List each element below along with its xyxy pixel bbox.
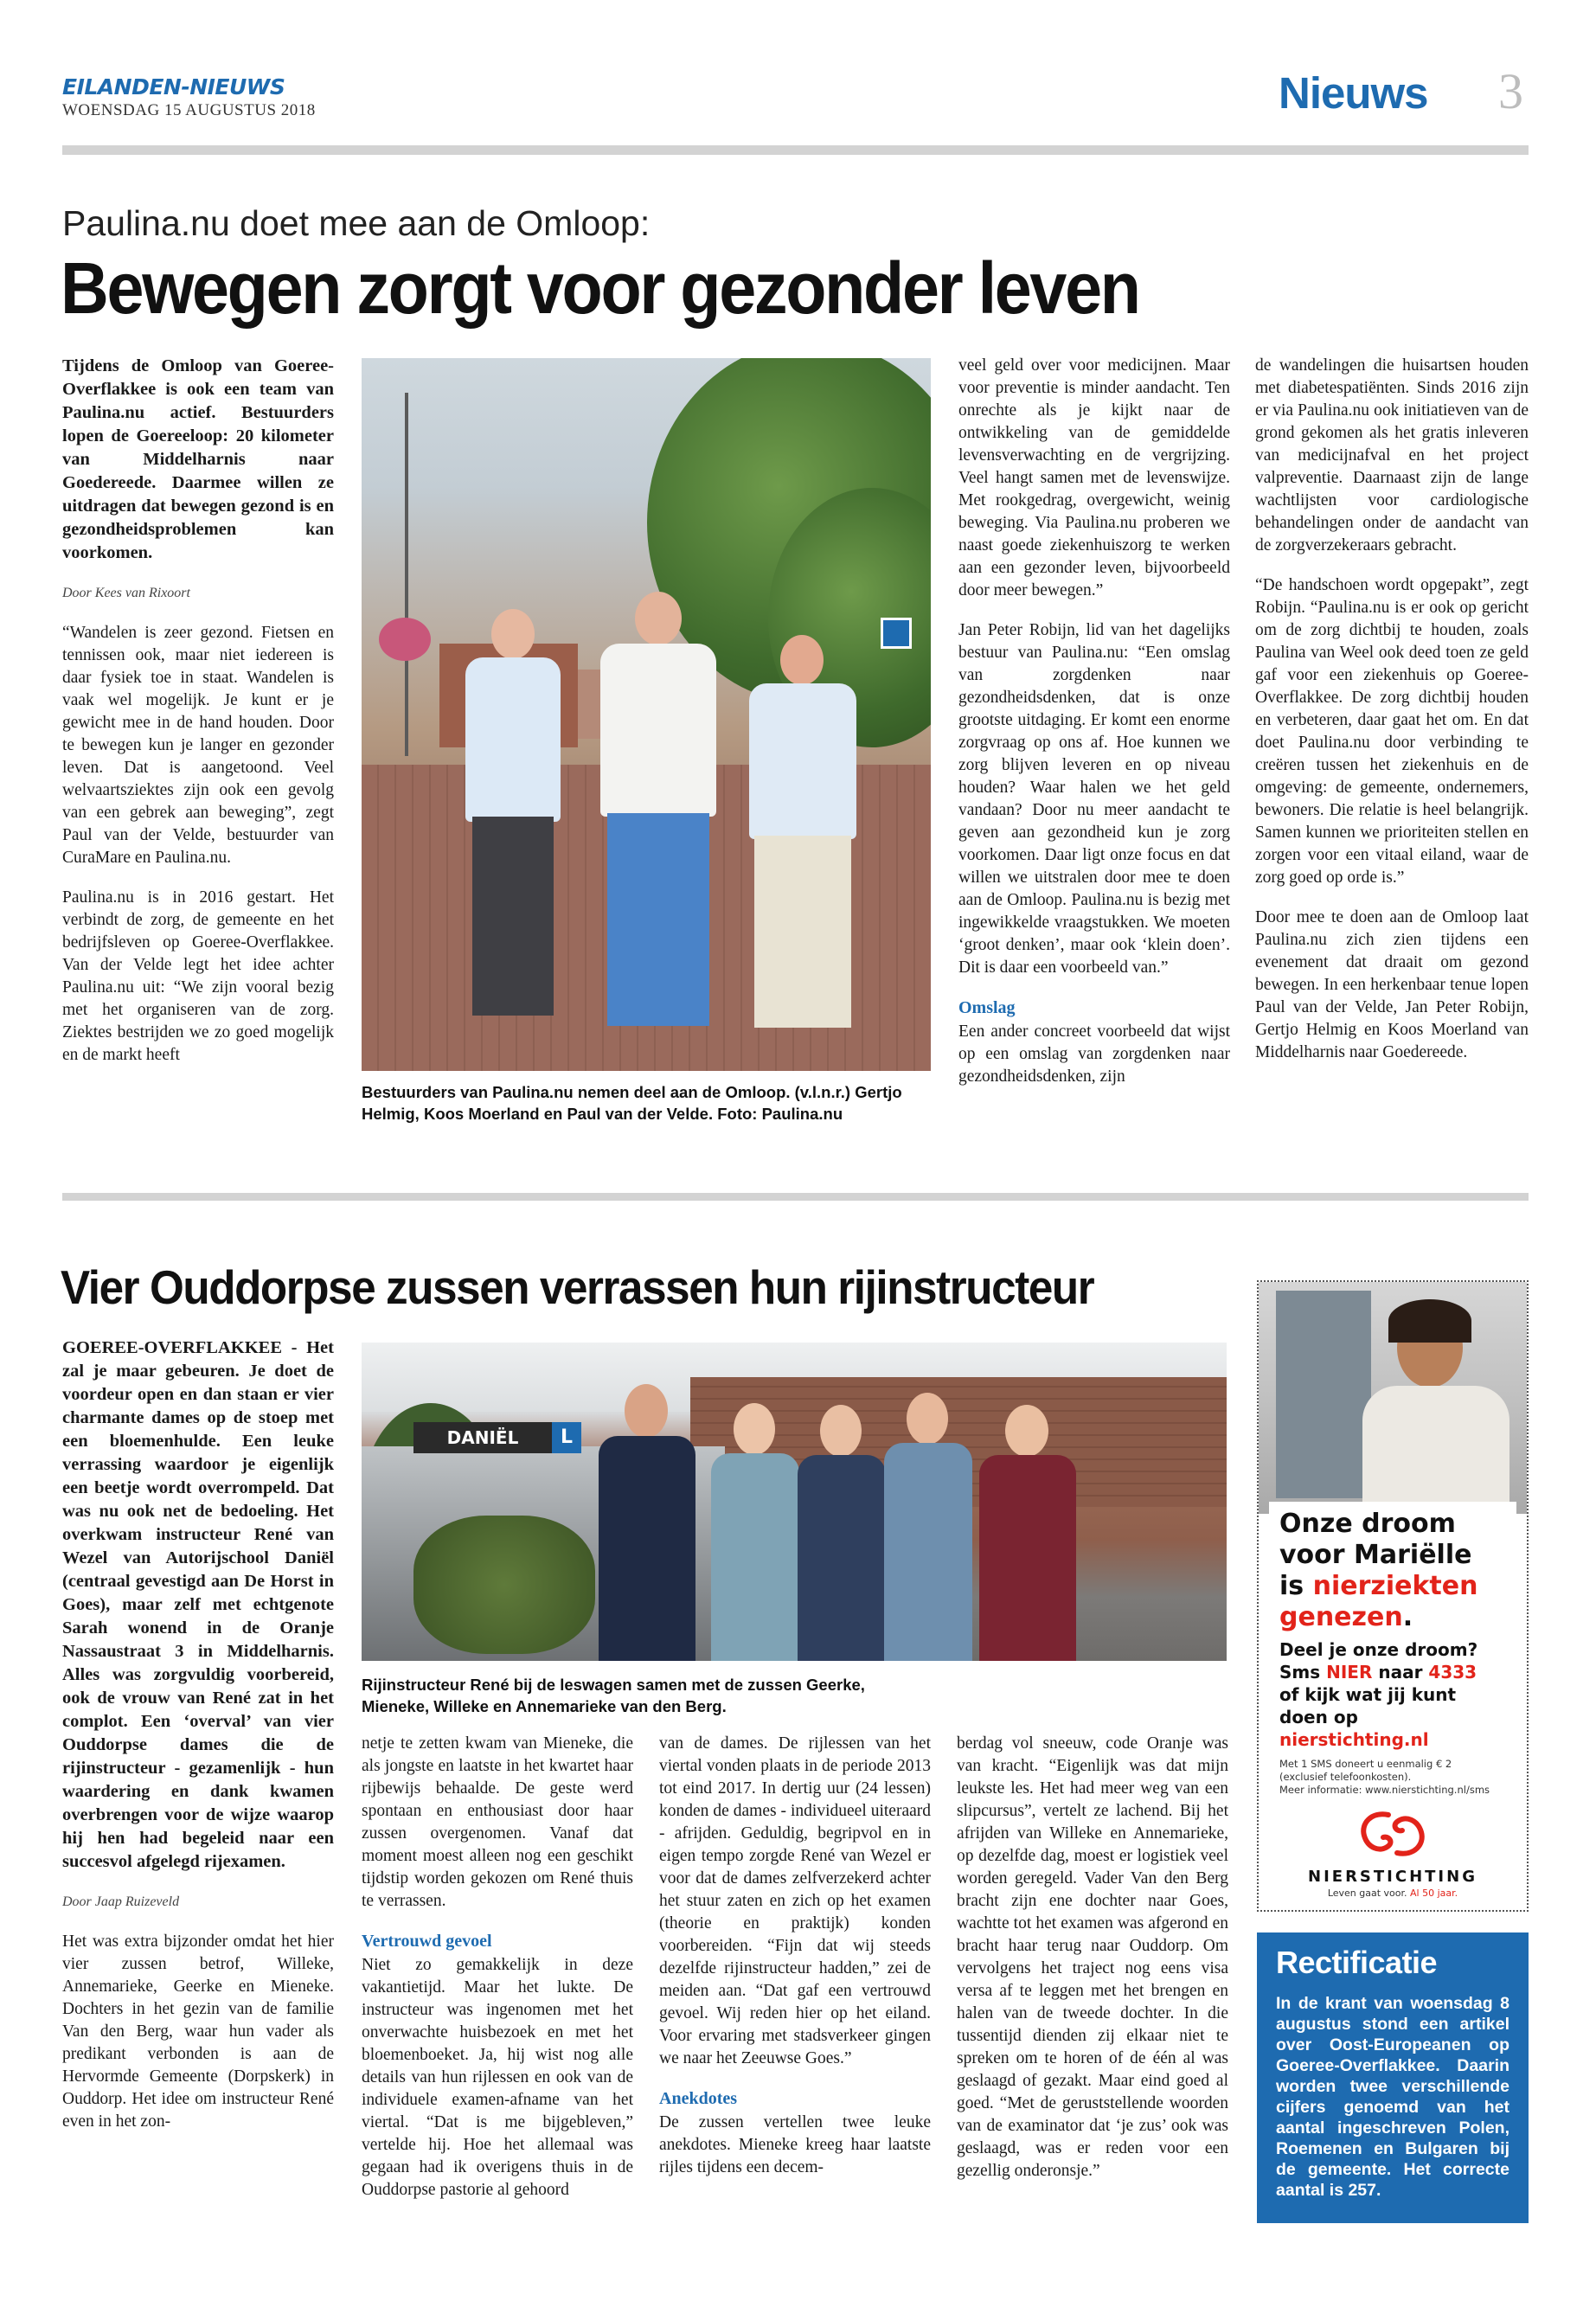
ad-text: of kijk wat jij kunt (1279, 1684, 1457, 1705)
ad-text: doen op (1279, 1707, 1358, 1727)
article2-paragraph: De zussen vertellen twee leuke anekdotes. Mieneke kreeg haar laatste rijles tijdens een decem- (659, 2113, 931, 2176)
masthead-logo: EILANDEN-NIEUWS (62, 74, 285, 99)
learner-l-icon: L (552, 1422, 581, 1453)
ad-tagline-text: Leven gaat voor. (1327, 1888, 1411, 1899)
ad-small-line: Meer informatie: www.nierstichting.nl/sms (1279, 1784, 1490, 1796)
article2-paragraph: Het was extra bijzonder omdat het hier vier zussen betrof, Willeke, Annemarieke, Geerke en Mieneke. Dochters in het gezin van de familie Van den Berg, waar hun vader als predikant verbonden is aan de Hervormde Gemeente (Dorpskerk) in Ouddorp. Het idee om instructeur René even in het zon- (62, 1932, 334, 2131)
traffic-sign-icon (881, 618, 912, 649)
ad-title-line: voor Mariëlle (1279, 1540, 1472, 1570)
article1-paragraph: “De handschoen wordt opgepakt”, zegt Robijn. “Paulina.nu is er ook op gericht om de zorg dichtbij te houden, zoals Paulina van Weel ook deed toen ze geld gaf voor een ziekenhuis op Goeree-Overflakkee. De zorg dichtbij houden en verbeteren, daar gaat het om. En dat doet Paulina.nu door verbinding te creëren tussen het ziekenhuis en de omgeving: de gemeente, ondernemers, bewoners. Die relatie is heel belangrijk. Samen kunnen we prioriteiten stellen en zorgen voor een vitaal eiland, waar de zorg goed op orde is.” (1255, 576, 1529, 887)
article2-column-3 (659, 1733, 931, 2196)
article1-headline: Bewegen zorgt voor gezonder leven (61, 247, 1139, 329)
article1-photo-caption: Bestuurders van Paulina.nu nemen deel aan de Omloop. (v.l.n.r.) Gertjo Helmig, Koos Moerland en Paul van der Velde. Foto: Paulina.nu (362, 1083, 902, 1123)
article1-column-3 (958, 355, 1230, 1106)
article1-column-4 (1255, 355, 1529, 1081)
article2-column-2 (362, 1733, 633, 2219)
car-roof-sign: DANIËL (413, 1422, 552, 1453)
rectificatie-body: In de krant van woensdag 8 augustus stond een artikel over Oost-Europeanen op Goeree-Overflakkee. Daarin worden twee verschillende cijfers genoemd van het aantal ingeschreven Polen, Roemenen en Bulgaren bij de gemeente. Het correcte aantal is 257. (1276, 1994, 1509, 2200)
article1-paragraph: “Wandelen is zeer gezond. Fietsen en tennissen ook, maar niet iedereen is daar fysiek toe in staat. Wandelen is vaak wel mogelijk. Je kunt er je gewicht mee in de hand houden. Door te bewegen kun je langer en gezonder leven. Dat is aangetoond. Veel welvaartsziektes zijn ook een gevolg van een gebrek aan beweging”, zegt Paul van der Velde, bestuurder van CuraMare en Paulina.nu. (62, 624, 334, 867)
article2-photo-caption: Rijinstructeur René bij de leswagen samen met de zussen Geerke, Mieneke, Willeke en Annemarieke van den Berg. (362, 1676, 865, 1715)
article1-paragraph: Jan Peter Robijn, lid van het dagelijks bestuur van Paulina.nu: “Een omslag van zorgdenken naar gezondheidsdenken, dat is onze grootste uitdaging. Er komt een enorme zorgvraag op ons af. Hoe kunnen we zorg blijven leveren en op niveau houden? Waar halen we het geld vandaan? Door nu meer aandacht te geven aan gezondheid kun je zorg voorkomen. Daar ligt onze focus en dat willen we uitstralen door mee te doen aan de Omloop. Paulina.nu is bezig met ingewikkelde vraagstukken. We moeten ‘groot denken’, maar ook ‘klein doen’. Dit is daar een voorbeeld van.” (958, 621, 1230, 977)
ad-photo (1259, 1282, 1527, 1514)
article1-byline: Door Kees van Rixoort (62, 586, 190, 600)
article1-paragraph: Door mee te doen aan de Omloop laat Paulina.nu zich zien tijdens een evenement dat draait om gezond bewegen. In een herkenbaar tenue lopen Paul van der Velde, Jan Peter Robijn, Gertjo Helmig en Koos Moerland van Middelharnis naar Goedereede. (1255, 908, 1529, 1061)
article2-column-4 (957, 1733, 1228, 2200)
section-divider (62, 1193, 1529, 1201)
photo-person (708, 1403, 803, 1661)
ad-sms-keyword: NIER (1326, 1662, 1373, 1682)
photo-person (976, 1405, 1080, 1661)
article1-paragraph: Een ander concreet voorbeeld dat wijst op een omslag van zorgdenken naar gezondheidsdenken, zijn (958, 1022, 1230, 1086)
photo-person (742, 635, 863, 1033)
article2-subhead: Vertrouwd gevoel (362, 1932, 492, 1951)
ad-url-link[interactable]: nierstichting.nl (1279, 1729, 1429, 1750)
nierstichting-logo (1259, 1810, 1527, 1899)
article1-paragraph: de wandelingen die huisartsen houden met diabetespatiënten. Sinds 2016 zijn er via Paulina.nu ook initiatieven van de grond gekomen als het gratis inleveren van medicijnafval en het project valpreventie. Daarnaast zijn de lange wachtlijsten voor cardiologische behandelingen onder de aandacht van de zorgverzekeraars gebracht. (1255, 356, 1529, 554)
article1-photo (362, 358, 931, 1071)
photo-person (881, 1393, 976, 1661)
ad-body (1279, 1638, 1513, 1797)
article2-paragraph: Niet zo gemakkelijk in deze vakantietijd. Maar het lukte. De instructeur was ingenomen met het onverwachte huisbezoek en met het bloemenboeket. Ja, hij wist nog alle details van hun rijlessen en ook van de individuele examen-afname van het viertal. “Dat is me bijgebleven,” vertelde hij. Hoe het allemaal was gegaan had ik overigens thuis in de Ouddorpse pastorie al gehoord (362, 1956, 633, 2199)
ad-photo-machine (1276, 1291, 1371, 1498)
ad-title-text: is (1279, 1571, 1313, 1601)
photo-flowers (379, 618, 431, 661)
ad-text: Sms (1279, 1662, 1327, 1682)
article1-subhead: Omslag (958, 998, 1016, 1017)
article2-paragraph: netje te zetten kwam van Mieneke, die als jongste en laatste in het kwartet haar rijbewijs behaalde. De geste werd spontaan en enthousiast door haar zussen overgenomen. Vanaf dat moment moest alleen nog een geschikt tijdstip worden gekozen om René thuis te verrassen. (362, 1734, 633, 1910)
ad-photo-shirt (1362, 1386, 1509, 1514)
photo-bouquet (413, 1516, 595, 1654)
ad-photo-hair (1388, 1299, 1471, 1343)
article1-paragraph: Paulina.nu is in 2016 gestart. Het verbindt de zorg, de gemeente en het bedrijfsleven op Goeree-Overflakkee. Van der Velde legt het idee achter Paulina.nu uit: “We zijn vooral bezig met het organiseren van de zorg. Ziektes bestrijden we zo goed mogelijk en de markt heeft (62, 888, 334, 1064)
ad-sms-line (1279, 1661, 1513, 1683)
article1-lead: Tijdens de Omloop van Goeree-Overflakkee is ook een team van Paulina.nu actief. Bestuurders lopen de Goereeloop: 20 kilometer van Middelharnis naar Goedereede. Daarmee willen ze uitdragen dat bewegen gezond is en gezondheidsproblemen kan voorkomen. (62, 356, 334, 562)
ad-title-red: nierziekten (1312, 1571, 1478, 1601)
rectificatie-title: Rectificatie (1276, 1945, 1438, 1980)
ad-small-line: Met 1 SMS doneert u eenmalig € 2 (1279, 1758, 1452, 1770)
ad-title-text: . (1402, 1602, 1413, 1632)
ad-brand-name: NIERSTICHTING (1308, 1868, 1477, 1886)
nierstichting-advertisement[interactable] (1257, 1280, 1529, 1912)
photo-person (794, 1405, 889, 1661)
issue-date: WOENSDAG 15 AUGUSTUS 2018 (62, 101, 316, 119)
ad-url-line (1279, 1706, 1513, 1751)
section-title: Nieuws (1279, 68, 1428, 118)
photo-person (593, 592, 723, 1033)
ad-title (1279, 1509, 1506, 1633)
rectificatie-box (1257, 1932, 1529, 2223)
ad-sms-number: 4333 (1428, 1662, 1477, 1682)
article2-photo (362, 1343, 1227, 1661)
article2-headline: Vier Ouddorpse zussen verrassen hun rijinstructeur (61, 1260, 1094, 1314)
header-divider (62, 145, 1529, 155)
article2-paragraph: berdag vol sneeuw, code Oranje was van kracht. “Eigenlijk was dat mijn leukste les. Het had meer weg van een slipcursus”, vertelt ze lachend. Bij het afrijden van Willeke en Annemarieke, op dezelfde dag, moest er logistiek veel worden geregeld. Vader Van den Berg bracht zijn ene dochter naar Goes, wachtte tot het examen was afgerond en bracht haar terug naar Ouddorp. Om vervolgens het traject nog eens visa versa af te leggen met het brengen en halen van de tweede dochter. In die tussentijd dienden zij elkaar niet te spreken om te horen of de één al was geslaagd of gezakt. Maar eind goed al goed. “Met de geruststellende woorden van de examinator dat ‘je zus’ ook was geslaagd, was er reden voor een gezellig onderonsje.” (957, 1734, 1228, 2180)
ad-title-line (1279, 1602, 1506, 1633)
article2-subhead: Anekdotes (659, 2089, 738, 2108)
photo-person (457, 609, 569, 1024)
article1-column-1 (62, 355, 334, 1084)
ad-small-print (1279, 1758, 1513, 1797)
ad-tagline-red: Al 50 jaar. (1410, 1888, 1458, 1899)
kidney-logo-icon (1354, 1810, 1432, 1858)
article2-lead: GOEREE-OVERFLAKKEE - Het zal je maar gebeuren. Je doet de voordeur open en dan staan er vier charmante dames op de stoep met een bloemenhulde. Een leuke verrassing waardoor je eigenlijk een beetje wordt overrompeld. Dat was nu ook net de bedoeling. Het overkwam instructeur René van Wezel van Autorijschool Daniël (centraal gevestigd aan De Horst in Goes), maar zelf met echtgenote Sarah wonend in de Oranje Nassaustraat 3 in Middelharnis. Alles was zorgvuldig voorbereid, ook de vrouw van René zat in het complot. Een ‘overval’ van vier Ouddorpse dames die de rijinstructeur - gezamenlijk - hun waardering en dank kwamen overbrengen voor de wijze waarop hij hen had begeleid naar een succesvol afgelegd rijexamen. (62, 1338, 334, 1871)
article1-paragraph: veel geld over voor medicijnen. Maar voor preventie is minder aandacht. Ten onrechte als je kijkt naar de ontwikkeling van de gemiddelde levensverwachting en de vergrijzing. Veel hangt samen met de levenswijze. Met rookgedrag, overgewicht, weinig beweging. Via Paulina.nu proberen we naast goede ziekenhuiszorg te werken aan een gezonder leven, bijvoorbeeld door meer bewegen.” (958, 356, 1230, 599)
photo-lamppost (405, 393, 408, 756)
ad-title-line: Onze droom (1279, 1509, 1456, 1539)
ad-small-line: (exclusief telefoonkosten). (1279, 1771, 1412, 1783)
photo-person (595, 1384, 699, 1661)
ad-headline-box (1269, 1502, 1516, 1632)
ad-text: naar (1372, 1662, 1429, 1682)
ad-title-red: genezen (1279, 1602, 1403, 1632)
article2-column-1 (62, 1336, 334, 2150)
article1-kicker: Paulina.nu doet mee aan de Omloop: (62, 203, 651, 243)
article2-byline: Door Jaap Ruizeveld (62, 1894, 180, 1909)
ad-title-line (1279, 1571, 1506, 1602)
ad-question: Deel je onze droom? (1279, 1639, 1478, 1660)
ad-tagline (1259, 1888, 1527, 1899)
article2-paragraph: van de dames. De rijlessen van het viertal vonden plaats in de periode 2013 tot eind 2017. In dertig uur (24 lessen) konden de dames - individueel uiteraard - afrijden. Geduldig, begripvol en in eigen tempo zorgde René van Wezel er voor dat de dames zelfverzekerd achter het stuur zaten en zich op het examen (theorie en praktijk) konden voorbereiden. “Fijn dat wij steeds dezelfde rijinstructeur hadden,” zei de meiden aan. “Dat gaf een vertrouwd gevoel. Wij reden hier op het eiland. Voor ervaring met stadsverkeer gingen we naar het Zeeuwse Goes.” (659, 1734, 931, 2067)
page-number: 3 (1498, 63, 1523, 119)
